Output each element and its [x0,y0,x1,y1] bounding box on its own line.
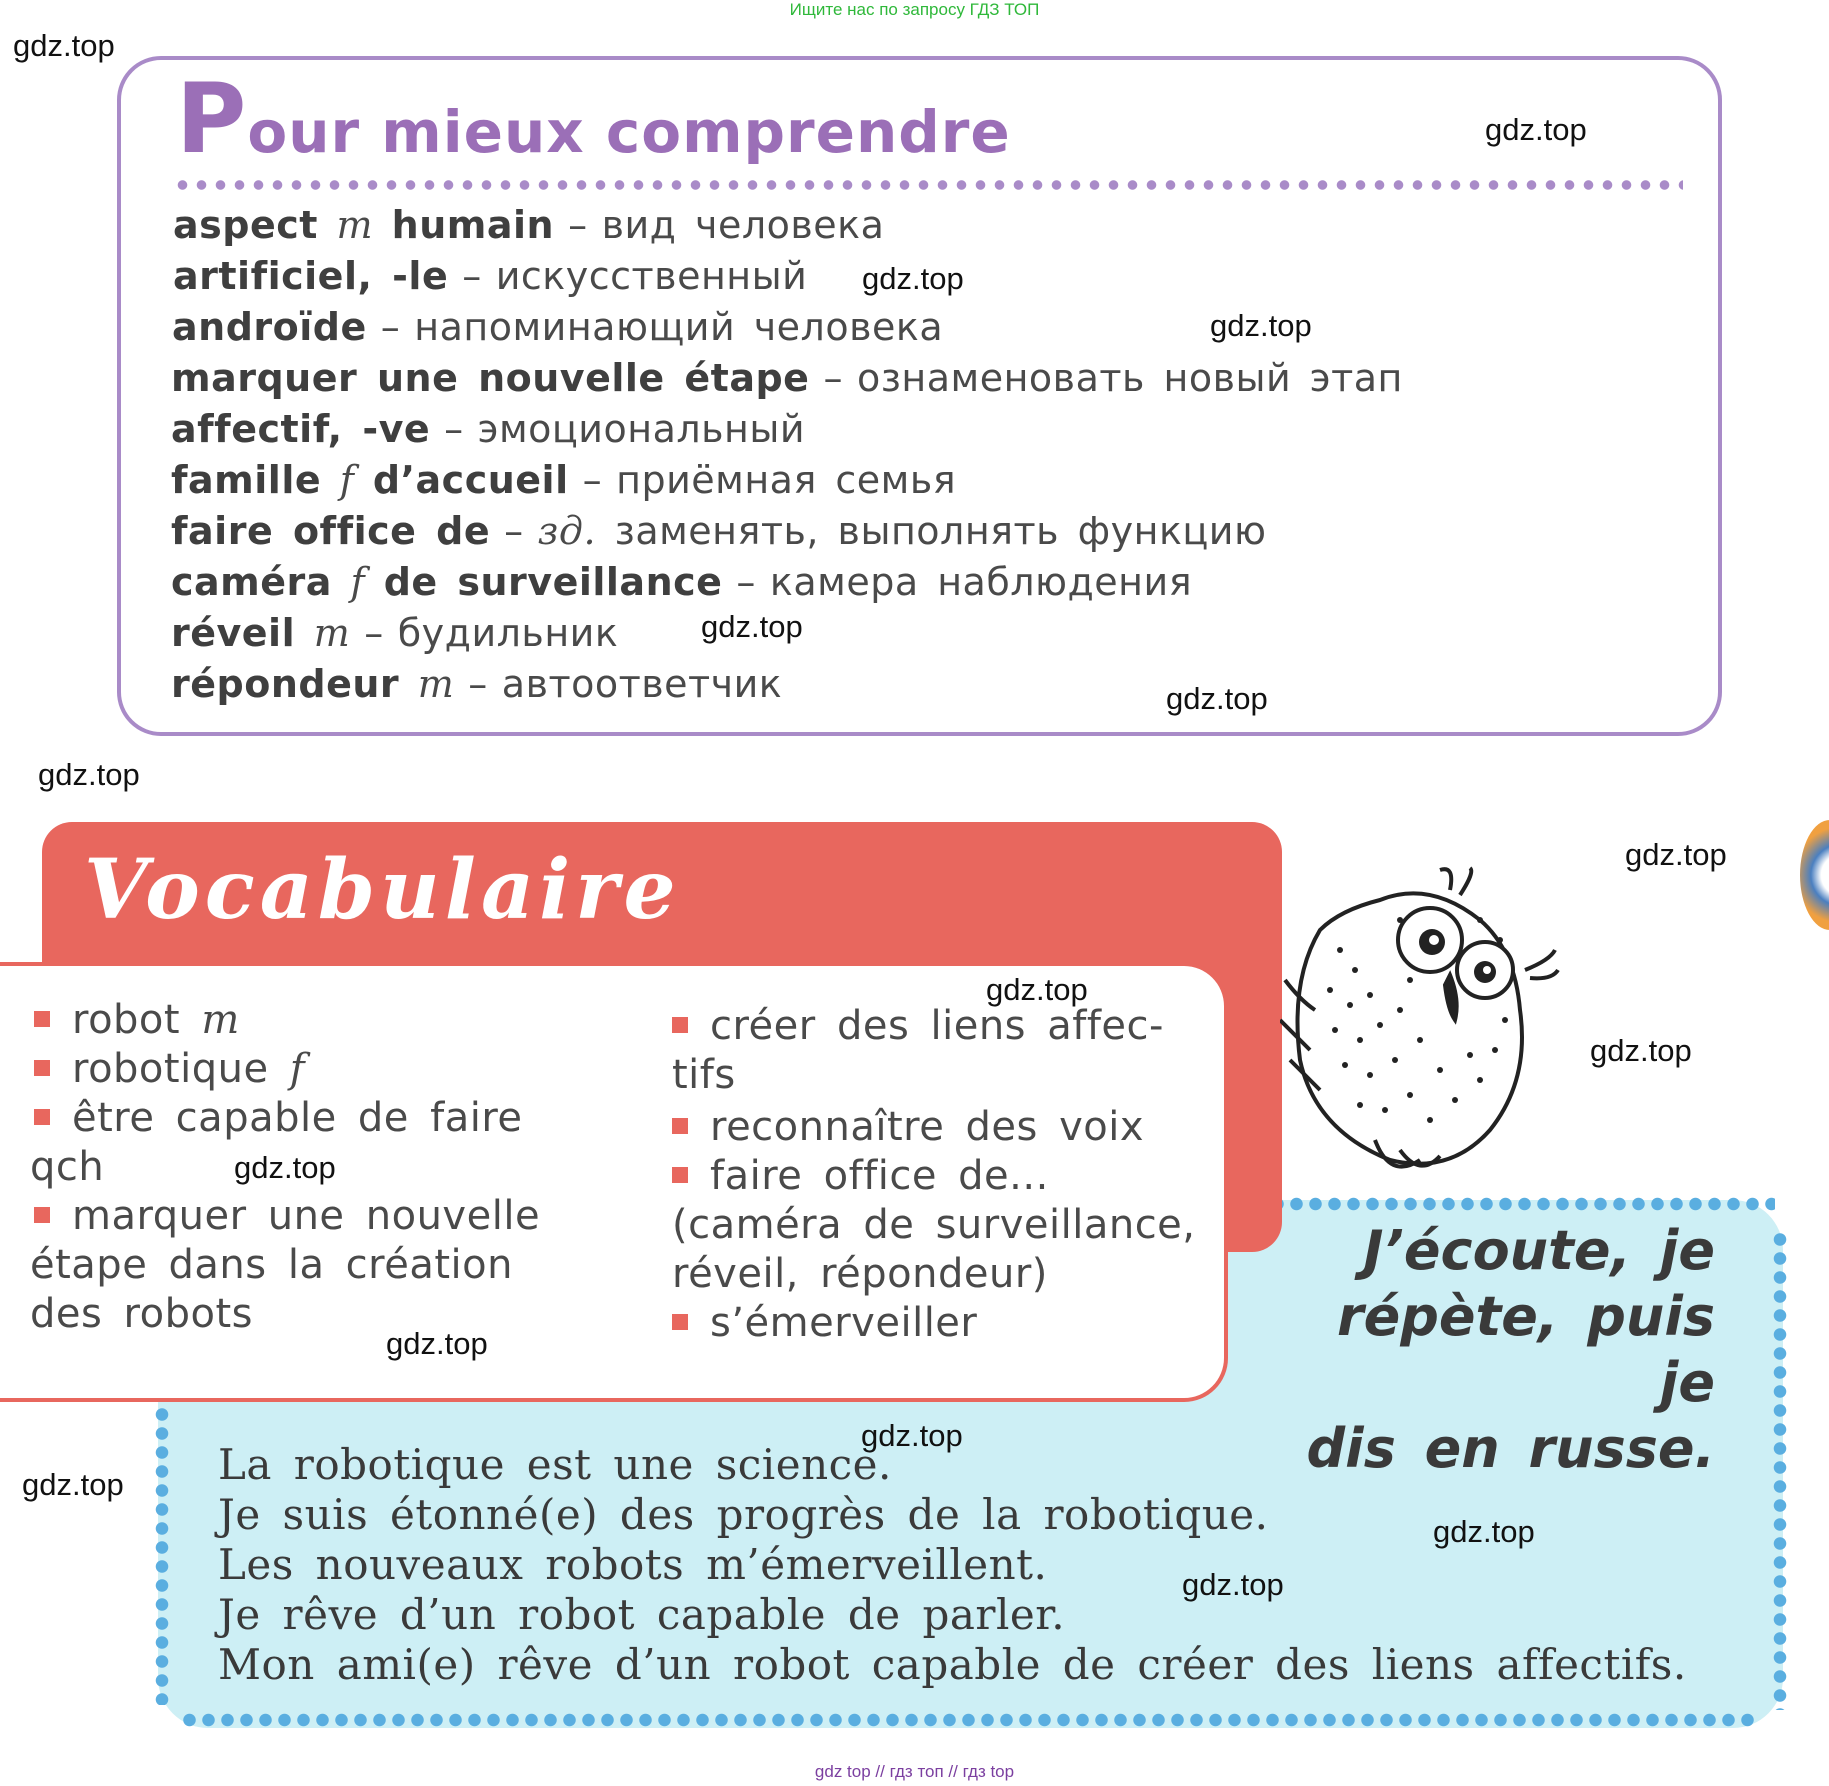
bottom-banner: gdz top // гдз топ // гдз top [814,1762,1015,1781]
glossary-entry [171,557,1671,608]
french-term: affectif, -ve [171,407,431,451]
phrase: Je suis étonné(e) des progrès de la robotique. [218,1490,1269,1539]
dash: – [823,356,843,400]
watermark: gdz.top [1625,837,1727,872]
owl-icon [1280,860,1560,1180]
vocabulary-title: Vocabulaire [84,842,681,938]
bullet-icon [672,1167,688,1183]
dash: – [462,254,482,298]
watermark: gdz.top [38,757,140,792]
french-term: répondeur [171,662,400,706]
vocabulary-item [30,1192,574,1339]
vocabulary-text-cont: qch [30,1144,105,1190]
vocabulary-text: robot [72,997,181,1043]
vocabulary-card [0,962,1228,1402]
gender-mark: m [313,611,351,655]
dash: – [444,407,464,451]
french-term-cont: humain [391,203,555,247]
glossary-entry [171,455,1671,506]
watermark: gdz.top [1182,1567,1284,1602]
dash: – [380,305,401,349]
glossary-title [176,63,1011,175]
french-term: famille [171,458,322,502]
bullet-icon [34,1060,50,1076]
watermark: gdz.top [1210,308,1312,343]
vocabulary-text: marquer une nouvelle [72,1193,541,1239]
vocabulary-item [672,1152,1212,1299]
dotted-border-top [1230,1196,1775,1212]
glossary-entry [171,608,1671,659]
glossary-box [117,56,1722,736]
french-term: marquer une nouvelle étape [171,356,810,400]
phrase: Les nouveaux robots m’émerveillent. [218,1540,1048,1589]
vocabulary-text: s’émerveiller [710,1300,978,1346]
vocabulary-text-cont: étape dans la création [30,1242,513,1288]
dash: – [504,509,524,553]
vocabulary-text: robotique [72,1046,269,1092]
bullet-icon [672,1118,688,1134]
edge-decoration [1800,820,1829,930]
russian-translation: камера наблюдения [769,560,1193,604]
glossary-entry [171,659,1671,710]
french-term: aspect [173,203,318,247]
instruction-line: dis en russe. [1306,1417,1715,1480]
glossary-title-initial: P [176,63,248,175]
watermark: gdz.top [22,1467,124,1502]
watermark: gdz.top [1485,112,1587,147]
vocabulary-item [672,1002,1212,1100]
vocabulary-text-cont: tifs [672,1052,736,1098]
dotted-border-right [1772,1230,1788,1710]
french-term: artificiel, -le [173,254,449,298]
phrase: La robotique est une science. [218,1440,892,1489]
russian-translation: будильник [397,611,619,655]
russian-translation: ознаменовать новый этап [856,356,1403,400]
watermark: gdz.top [986,972,1088,1007]
russian-translation: напоминающий человека [414,305,944,349]
vocabulary-text: faire office de... [710,1153,1049,1199]
glossary-entry [173,200,1671,251]
watermark: gdz.top [1433,1514,1535,1549]
vocabulary-right-column [672,1002,1212,1348]
watermark: gdz.top [861,1418,963,1453]
dash: – [736,560,756,604]
dash: – [568,203,588,247]
french-term: caméra [171,560,332,604]
watermark: gdz.top [1590,1033,1692,1068]
gender-mark: m [336,203,374,247]
french-term: androïde [172,305,367,349]
usage-mark: зд. [537,509,597,553]
dash: – [364,611,384,655]
watermark: gdz.top [13,28,115,63]
russian-translation: автоответчик [501,662,783,706]
glossary-entry [172,302,1671,353]
dotted-border-left [154,1405,170,1705]
vocabulary-text-cont: (caméra de surveillance, [672,1202,1196,1248]
bullet-icon [34,1109,50,1125]
russian-translation: искусственный [495,254,808,298]
bullet-icon [672,1017,688,1033]
watermark: gdz.top [862,261,964,296]
russian-translation: приёмная семья [616,458,957,502]
watermark: gdz.top [1166,681,1268,716]
bullet-icon [34,1207,50,1223]
glossary-entry [171,506,1671,557]
vocabulary-text: reconnaître des voix [710,1104,1145,1150]
russian-translation: эмоциональный [477,407,806,451]
vocabulary-item [672,1103,1212,1152]
watermark: gdz.top [386,1326,488,1361]
gender-mark: f [350,560,366,604]
french-term-cont: de surveillance [383,560,723,604]
instruction-line: répète, puis je [1336,1285,1715,1414]
top-banner: Ищите нас по запросу ГДЗ ТОП [789,0,1040,19]
gender-mark: f [339,458,355,502]
dash: – [582,458,603,502]
vocabulary-item [34,1045,574,1094]
vocabulary-text-cont: des robots [30,1291,253,1337]
french-term: réveil [171,611,296,655]
vocabulary-item [672,1299,1212,1348]
gender-mark: m [417,662,455,706]
instruction-line: J’écoute, je [1363,1219,1715,1282]
russian-translation: заменять, выполнять функцию [614,509,1267,553]
vocabulary-text: être capable de faire [72,1095,523,1141]
vocabulary-text-cont: réveil, répondeur) [672,1251,1048,1297]
bullet-icon [34,1011,50,1027]
vocabulary-item [34,996,574,1045]
russian-translation: вид человека [601,203,885,247]
dotted-divider [173,178,1683,192]
gender-mark: m [201,997,240,1043]
exercise-phrases [218,1440,1728,1690]
dotted-border-bottom [180,1712,1760,1728]
bullet-icon [672,1314,688,1330]
phrase: Je rêve d’un robot capable de parler. [218,1590,1066,1639]
vocabulary-text: créer des liens affec- [710,1003,1164,1049]
glossary-entry [171,404,1671,455]
watermark: gdz.top [234,1150,336,1185]
glossary-title-rest: our mieux comprendre [247,98,1011,166]
phrase: Mon ami(e) rêve d’un robot capable de créer des liens affectifs. [218,1640,1687,1689]
glossary-entry [171,353,1671,404]
french-term: faire office de [171,509,491,553]
gender-mark: f [289,1046,306,1092]
watermark: gdz.top [701,609,803,644]
dash: – [468,662,488,706]
french-term-cont: d’accueil [372,458,569,502]
